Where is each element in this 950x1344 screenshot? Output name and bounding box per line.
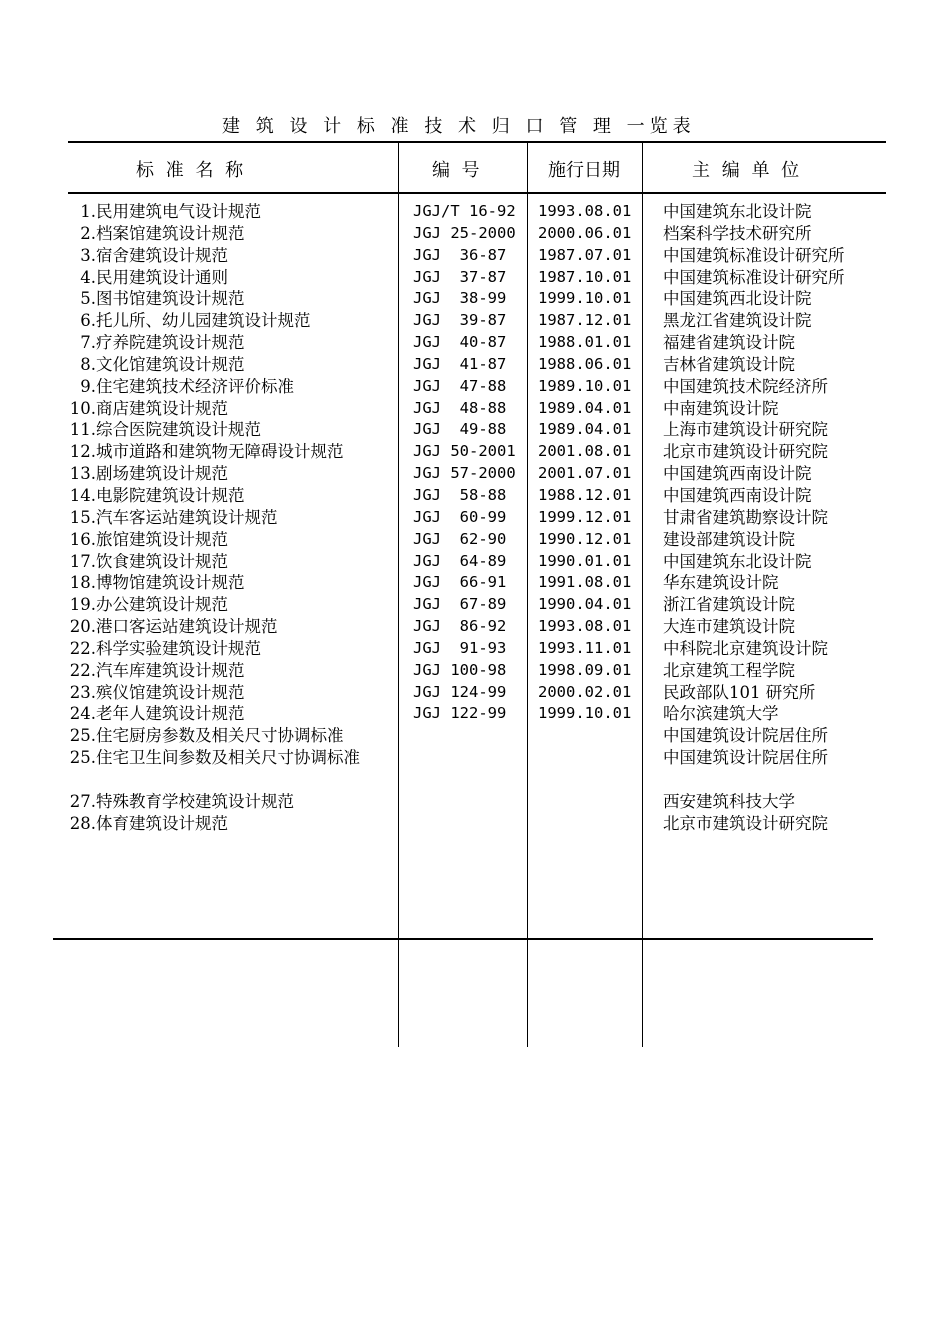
header-date: 施行日期	[548, 160, 620, 181]
editing-organization: 中国建筑设计院居住所	[663, 726, 828, 746]
row-number: 2.	[80, 223, 96, 243]
standard-name: 宿舍建筑设计规范	[96, 245, 228, 265]
row-number: 22.	[69, 638, 96, 658]
standard-name: 老年人建筑设计规范	[96, 704, 245, 724]
standard-code: JGJ 100-98	[413, 660, 507, 679]
editing-organization: 中国建筑西南设计院	[663, 485, 812, 505]
standard-code: JGJ 62-90	[413, 529, 507, 548]
standard-code: JGJ 37-87	[413, 267, 507, 286]
effective-date: 1999.10.01	[538, 289, 632, 308]
column-divider-3	[642, 143, 643, 1047]
standard-code: JGJ 36-87	[413, 245, 507, 264]
editing-organization: 黑龙江省建筑设计院	[663, 311, 812, 331]
standard-code: JGJ 60-99	[413, 507, 507, 526]
standard-code: JGJ 48-88	[413, 398, 507, 417]
standard-name: 民用建筑电气设计规范	[96, 202, 261, 221]
editing-organization: 中国建筑标准设计研究所	[663, 245, 845, 265]
standard-name: 档案馆建筑设计规范	[96, 223, 245, 243]
effective-date: 1987.12.01	[538, 311, 632, 330]
effective-date: 1998.09.01	[538, 660, 632, 679]
standard-code: JGJ 57-2000	[413, 464, 516, 483]
row-number: 25.	[69, 748, 96, 768]
row-number: 27.	[69, 791, 96, 811]
effective-date: 1988.01.01	[538, 333, 632, 352]
editing-organization: 吉林省建筑设计院	[663, 354, 795, 374]
standard-name: 住宅厨房参数及相关尺寸协调标准	[96, 726, 344, 746]
standard-name: 办公建筑设计规范	[96, 595, 228, 615]
editing-organization: 中国建筑标准设计研究所	[663, 267, 845, 287]
standard-code: JGJ 67-89	[413, 595, 507, 614]
editing-organization: 中科院北京建筑设计院	[663, 638, 828, 658]
standard-name: 城市道路和建筑物无障碍设计规范	[96, 442, 344, 462]
row-number: 3.	[80, 245, 96, 265]
standard-code: JGJ 66-91	[413, 573, 507, 592]
standard-name: 殡仪馆建筑设计规范	[96, 682, 245, 702]
standard-code: JGJ 49-88	[413, 420, 507, 439]
effective-date: 1988.12.01	[538, 485, 632, 504]
editing-organization: 上海市建筑设计研究院	[663, 420, 828, 440]
editing-organization: 北京建筑工程学院	[663, 660, 795, 680]
editing-organization: 中国建筑西南设计院	[663, 464, 812, 484]
effective-date: 1990.01.01	[538, 551, 632, 570]
standard-name: 体育建筑设计规范	[96, 813, 228, 833]
effective-date: 2000.02.01	[538, 682, 632, 701]
editing-organization: 西安建筑科技大学	[663, 791, 795, 811]
editing-organization: 北京市建筑设计研究院	[663, 442, 828, 462]
editing-organization: 中国建筑东北设计院	[663, 551, 812, 571]
row-number: 16.	[69, 529, 96, 549]
column-divider-2	[527, 143, 528, 1047]
row-number: 6.	[80, 311, 96, 331]
standard-name: 文化馆建筑设计规范	[96, 354, 245, 374]
standard-code: JGJ 40-87	[413, 333, 507, 352]
header-code: 编 号	[432, 160, 480, 181]
standard-code: JGJ 124-99	[413, 682, 507, 701]
effective-date: 1989.04.01	[538, 420, 632, 439]
standard-code: JGJ 39-87	[413, 311, 507, 330]
row-number: 11.	[69, 420, 96, 440]
row-number: 12.	[69, 442, 96, 462]
standard-code: JGJ 47-88	[413, 376, 507, 395]
standard-name: 港口客运站建筑设计规范	[96, 617, 278, 637]
row-number: 19.	[69, 595, 96, 615]
standard-name: 住宅卫生间参数及相关尺寸协调标准	[96, 748, 360, 768]
editing-organization: 中国建筑设计院居住所	[663, 748, 828, 768]
row-number: 18.	[69, 573, 96, 593]
row-number: 15.	[69, 507, 96, 527]
standard-name: 综合医院建筑设计规范	[96, 420, 261, 440]
row-number: 25.	[69, 726, 96, 746]
standard-code: JGJ 50-2001	[413, 442, 516, 461]
row-number: 14.	[69, 485, 96, 505]
row-number: 28.	[69, 813, 96, 833]
standard-name: 特殊教育学校建筑设计规范	[96, 791, 294, 811]
header-name: 标 准 名 称	[136, 160, 247, 181]
effective-date: 1990.12.01	[538, 529, 632, 548]
editing-organization: 华东建筑设计院	[663, 573, 779, 593]
row-number: 10.	[69, 398, 96, 418]
effective-date: 1999.10.01	[538, 704, 632, 723]
row-number: 5.	[80, 289, 96, 309]
editing-organization: 档案科学技术研究所	[663, 223, 812, 243]
effective-date: 1988.06.01	[538, 354, 632, 373]
standard-code: JGJ 91-93	[413, 638, 507, 657]
standard-name: 科学实验建筑设计规范	[96, 638, 261, 658]
standard-name: 图书馆建筑设计规范	[96, 289, 245, 309]
header-org: 主 编 单 位	[692, 160, 803, 181]
standard-code: JGJ 41-87	[413, 354, 507, 373]
standard-name: 托儿所、幼儿园建筑设计规范	[96, 311, 311, 331]
effective-date: 1993.08.01	[538, 617, 632, 636]
standard-code: JGJ/T 16-92	[413, 202, 516, 220]
page-title: 建 筑 设 计 标 准 技 术 归 口 管 理 一览表	[222, 116, 696, 137]
editing-organization: 中国建筑东北设计院	[663, 202, 812, 221]
standard-code: JGJ 122-99	[413, 704, 507, 723]
standard-name: 博物馆建筑设计规范	[96, 573, 245, 593]
effective-date: 1993.08.01	[538, 202, 632, 220]
standard-name: 民用建筑设计通则	[96, 267, 228, 287]
header-bottom-border	[68, 192, 886, 194]
editing-organization: 福建省建筑设计院	[663, 333, 795, 353]
editing-organization: 甘肃省建筑勘察设计院	[663, 507, 828, 527]
editing-organization: 民政部队101 研究所	[663, 682, 816, 702]
standard-name: 电影院建筑设计规范	[96, 485, 245, 505]
effective-date: 1990.04.01	[538, 595, 632, 614]
effective-date: 1999.12.01	[538, 507, 632, 526]
editing-organization: 中国建筑西北设计院	[663, 289, 812, 309]
row-number: 4.	[80, 267, 96, 287]
standard-name: 汽车库建筑设计规范	[96, 660, 245, 680]
standard-name: 住宅建筑技术经济评价标准	[96, 376, 294, 396]
row-number: 24.	[69, 704, 96, 724]
editing-organization: 哈尔滨建筑大学	[663, 704, 779, 724]
standard-code: JGJ 58-88	[413, 485, 507, 504]
row-number: 9.	[80, 376, 96, 396]
row-number: 22.	[69, 660, 96, 680]
effective-date: 1987.10.01	[538, 267, 632, 286]
editing-organization: 建设部建筑设计院	[663, 529, 795, 549]
editing-organization: 北京市建筑设计研究院	[663, 813, 828, 833]
standard-name: 剧场建筑设计规范	[96, 464, 228, 484]
effective-date: 2001.08.01	[538, 442, 632, 461]
effective-date: 1991.08.01	[538, 573, 632, 592]
row-number: 20.	[69, 617, 96, 637]
standard-name: 疗养院建筑设计规范	[96, 333, 245, 353]
column-divider-1	[398, 143, 399, 1047]
table-bottom-border	[53, 938, 873, 940]
row-number: 7.	[80, 333, 96, 353]
row-number: 1.	[80, 202, 96, 221]
editing-organization: 中南建筑设计院	[663, 398, 779, 418]
editing-organization: 大连市建筑设计院	[663, 617, 795, 637]
row-number: 13.	[69, 464, 96, 484]
editing-organization: 中国建筑技术院经济所	[663, 376, 828, 396]
standard-name: 旅馆建筑设计规范	[96, 529, 228, 549]
row-number: 8.	[80, 354, 96, 374]
editing-organization: 浙江省建筑设计院	[663, 595, 795, 615]
effective-date: 1989.10.01	[538, 376, 632, 395]
table-top-border	[68, 141, 886, 143]
standard-name: 商店建筑设计规范	[96, 398, 228, 418]
effective-date: 2000.06.01	[538, 223, 632, 242]
standard-code: JGJ 25-2000	[413, 223, 516, 242]
effective-date: 1989.04.01	[538, 398, 632, 417]
row-number: 23.	[69, 682, 96, 702]
standard-name: 汽车客运站建筑设计规范	[96, 507, 278, 527]
effective-date: 1993.11.01	[538, 638, 632, 657]
effective-date: 2001.07.01	[538, 464, 632, 483]
row-number: 17.	[69, 551, 96, 571]
standard-code: JGJ 86-92	[413, 617, 507, 636]
standard-code: JGJ 64-89	[413, 551, 507, 570]
standard-name: 饮食建筑设计规范	[96, 551, 228, 571]
effective-date: 1987.07.01	[538, 245, 632, 264]
standard-code: JGJ 38-99	[413, 289, 507, 308]
